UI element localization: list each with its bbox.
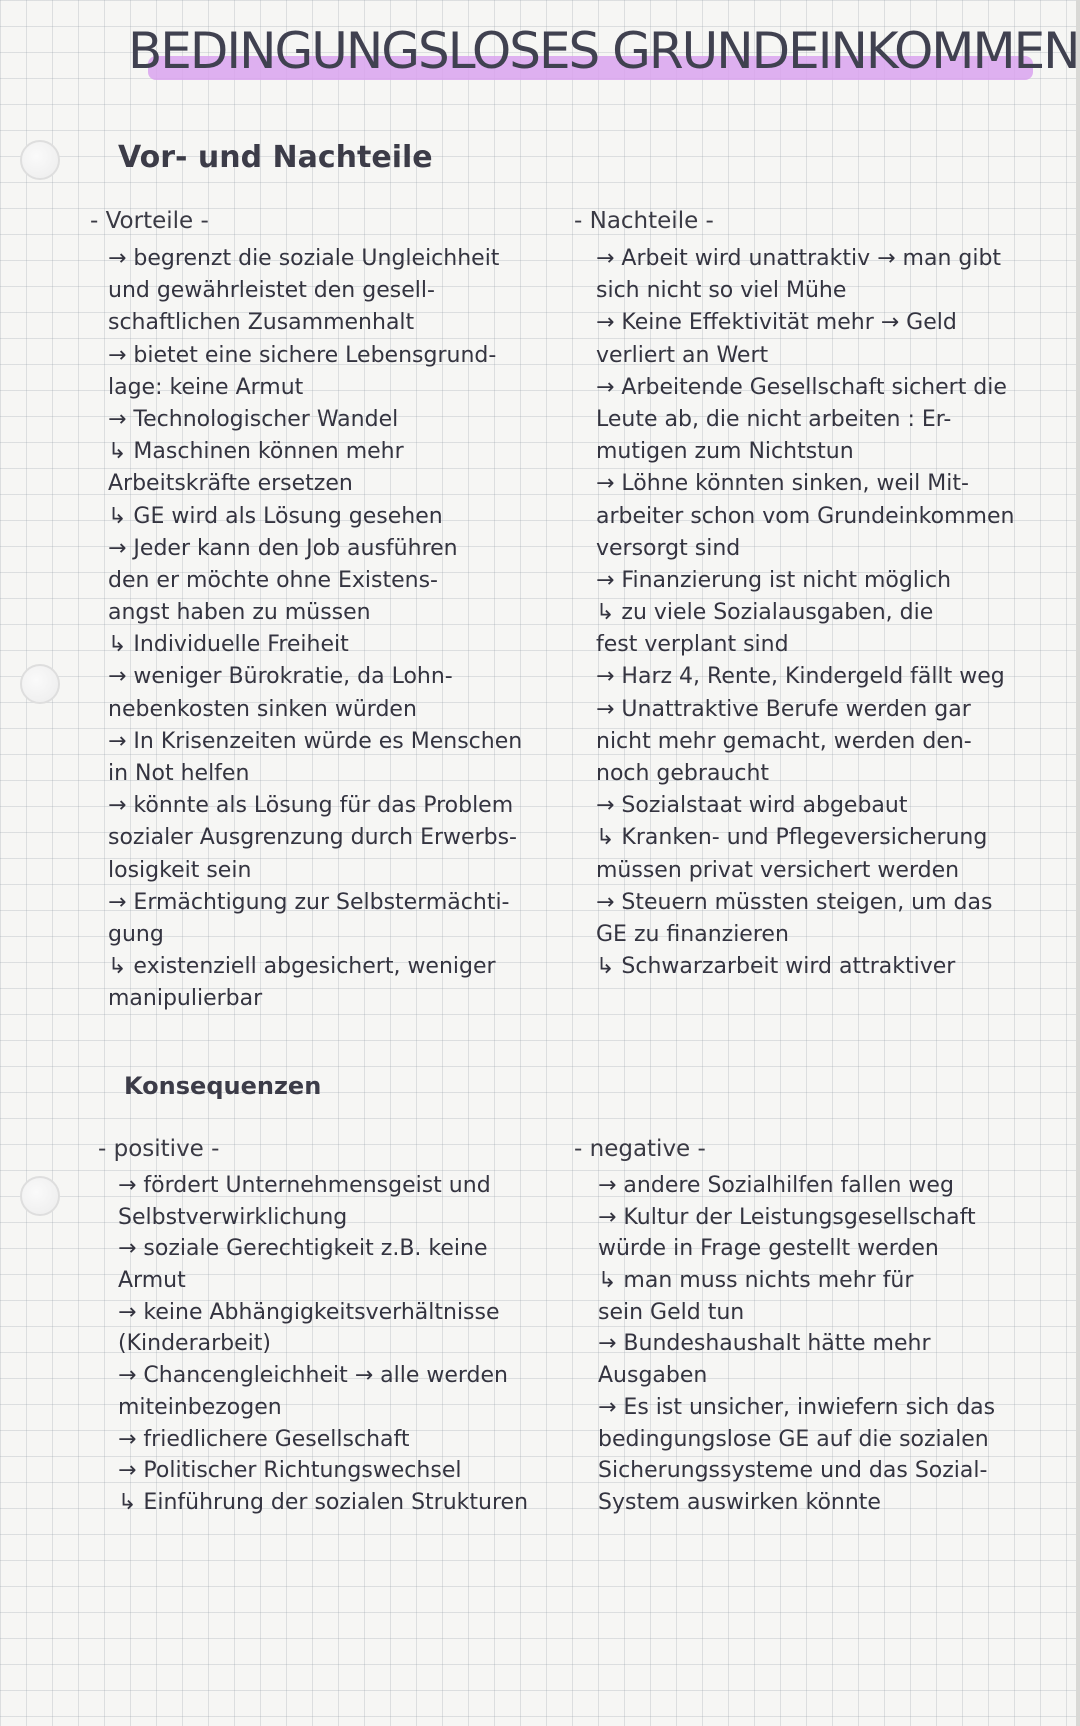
vorteile-list xyxy=(108,243,522,1016)
text-line: schaftlichen Zusammenhalt xyxy=(108,310,415,336)
text-line: nebenkosten sinken würden xyxy=(108,696,417,722)
text-line: Sicherungssysteme und das Sozial- xyxy=(598,1458,988,1484)
punch-hole xyxy=(20,1176,60,1216)
text-line: → soziale Gerechtigkeit z.B. keine xyxy=(118,1236,488,1262)
positive-label: - positive - xyxy=(98,1136,220,1162)
text-line: ↳ existenziell abgesichert, weniger xyxy=(108,954,496,980)
vorteile-label: - Vorteile - xyxy=(90,208,209,234)
text-line: ↳ man muss nichts mehr für xyxy=(598,1268,914,1294)
text-line: → Löhne könnten sinken, weil Mit- xyxy=(596,471,969,497)
page-title: BEDINGUNGSLOSES GRUNDEINKOMMEN xyxy=(128,22,1079,80)
text-line: → Technologischer Wandel xyxy=(108,406,399,432)
text-line: Arbeitskräfte ersetzen xyxy=(108,471,353,497)
text-line: ↳ Maschinen können mehr xyxy=(108,439,404,465)
text-line: Selbstverwirklichung xyxy=(118,1204,348,1230)
text-line: lage: keine Armut xyxy=(108,374,304,400)
text-line: würde in Frage gestellt werden xyxy=(598,1236,939,1262)
text-line: → Chancengleichheit → alle werden xyxy=(118,1363,508,1389)
text-line: manipulierbar xyxy=(108,986,263,1012)
text-line: Ausgaben xyxy=(598,1363,708,1389)
text-line: gung xyxy=(108,921,164,947)
section-heading-konsequenzen: Konsequenzen xyxy=(124,1072,322,1100)
text-line: → könnte als Lösung für das Problem xyxy=(108,793,514,819)
text-line: ↳ Schwarzarbeit wird attraktiver xyxy=(596,954,956,980)
text-line: → Keine Effektivität mehr → Geld xyxy=(596,310,957,336)
text-line: → fördert Unternehmensgeist und xyxy=(118,1173,491,1198)
text-line: → Steuern müssten steigen, um das xyxy=(596,889,993,915)
text-line: ↳ Einführung der sozialen Strukturen xyxy=(118,1489,529,1515)
text-line: → Bundeshaushalt hätte mehr xyxy=(598,1331,931,1357)
text-line: bedingungslose GE auf die sozialen xyxy=(598,1426,989,1452)
text-line: → Ermächtigung zur Selbstermächti- xyxy=(108,889,510,915)
text-line: → weniger Bürokratie, da Lohn- xyxy=(108,664,453,690)
text-line: ↳ GE wird als Lösung gesehen xyxy=(108,503,443,529)
positive-list xyxy=(118,1170,528,1519)
text-line: ↳ Kranken- und Pflegeversicherung xyxy=(596,825,988,851)
punch-hole xyxy=(20,664,60,704)
text-line: verliert an Wert xyxy=(596,342,769,368)
text-line: angst haben zu müssen xyxy=(108,600,371,626)
text-line: müssen privat versichert werden xyxy=(596,857,960,883)
title-block xyxy=(128,22,1079,92)
text-line: sich nicht so viel Mühe xyxy=(596,278,847,304)
punch-hole xyxy=(20,140,60,180)
text-line: → Harz 4, Rente, Kindergeld fällt weg xyxy=(596,664,1005,690)
text-line: → begrenzt die soziale Ungleichheit xyxy=(108,246,500,271)
text-line: Leute ab, die nicht arbeiten : Er- xyxy=(596,406,952,432)
nachteile-list xyxy=(596,243,1014,983)
text-line: sein Geld tun xyxy=(598,1299,745,1325)
text-line: → Finanzierung ist nicht möglich xyxy=(596,567,952,593)
text-line: → Jeder kann den Job ausführen xyxy=(108,535,458,561)
page-edge xyxy=(1076,0,1080,1726)
text-line: den er möchte ohne Existens- xyxy=(108,567,438,593)
text-line: → Arbeitende Gesellschaft sichert die xyxy=(596,374,1007,400)
text-line: nicht mehr gemacht, werden den- xyxy=(596,728,972,754)
text-line: System auswirken könnte xyxy=(598,1489,881,1515)
text-line: (Kinderarbeit) xyxy=(118,1331,271,1357)
nachteile-label: - Nachteile - xyxy=(574,208,714,234)
text-line: → Kultur der Leistungsgesellschaft xyxy=(598,1204,976,1230)
section-heading-vor-nachteile: Vor- und Nachteile xyxy=(118,140,433,175)
text-line: miteinbezogen xyxy=(118,1394,282,1420)
text-line: → Sozialstaat wird abgebaut xyxy=(596,793,908,819)
text-line: fest verplant sind xyxy=(596,632,789,658)
text-line: versorgt sind xyxy=(596,535,741,561)
text-line: in Not helfen xyxy=(108,761,250,786)
text-line: arbeiter schon vom Grundeinkommen xyxy=(596,503,1015,529)
text-line: → andere Sozialhilfen fallen weg xyxy=(598,1173,954,1198)
text-line: → In Krisenzeiten würde es Menschen xyxy=(108,728,523,754)
text-line: sozialer Ausgrenzung durch Erwerbs- xyxy=(108,825,517,851)
negative-label: - negative - xyxy=(574,1136,706,1162)
text-line: ↳ Individuelle Freiheit xyxy=(108,632,349,658)
text-line: → Politischer Richtungswechsel xyxy=(118,1458,462,1484)
text-line: losigkeit sein xyxy=(108,857,252,883)
text-line: und gewährleistet den gesell- xyxy=(108,278,435,304)
text-line: → Es ist unsicher, inwiefern sich das xyxy=(598,1394,996,1420)
text-line: → keine Abhängigkeitsverhältnisse xyxy=(118,1299,500,1325)
text-line: Armut xyxy=(118,1268,186,1294)
text-line: GE zu finanzieren xyxy=(596,921,789,947)
text-line: noch gebraucht xyxy=(596,761,770,786)
text-line: ↳ zu viele Sozialausgaben, die xyxy=(596,600,934,626)
negative-list xyxy=(598,1170,995,1519)
text-line: → bietet eine sichere Lebensgrund- xyxy=(108,342,497,368)
text-line: → Arbeit wird unattraktiv → man gibt xyxy=(596,246,1002,271)
text-line: → friedlichere Gesellschaft xyxy=(118,1426,410,1452)
text-line: mutigen zum Nichtstun xyxy=(596,439,854,465)
text-line: → Unattraktive Berufe werden gar xyxy=(596,696,971,722)
